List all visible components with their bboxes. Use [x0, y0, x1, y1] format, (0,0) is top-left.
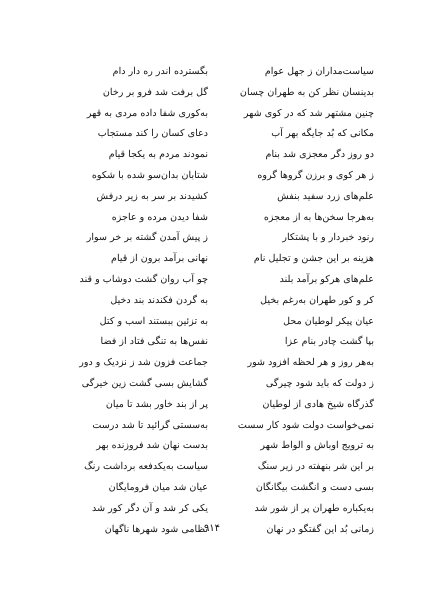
verse-line-right: ز هر کوی و برزن گروها گروه: [257, 169, 374, 181]
verse-line-right: زمانی بُد این گفتگو در نهان: [266, 523, 374, 535]
verse-line-left: سیاست به‌یکدفعه برداشت رنگ: [84, 461, 208, 473]
verse-line-right: بدینسان نظر کن به طهران چسان: [239, 86, 374, 98]
verse-line-right: به ترویج اوباش و الواط شهر: [260, 440, 374, 452]
verse-line-right: به‌هرجا سخن‌ها به از معجزه: [263, 211, 374, 223]
verse-line-right: بر این شر بنهفته در زیر سنگ: [257, 461, 374, 473]
verse-line-right: چنین مشتهر شد که در کوی شهر: [243, 107, 374, 119]
verse-line-left: گل برفت شد فرو بر رخان: [102, 86, 208, 98]
left-hemistich-column: [56, 62, 208, 540]
verse-line-left: ز پیش آمدن گشته بر خر سوار: [86, 232, 208, 244]
verse-line-left: شفا دیدن مرده و عاجزه: [111, 211, 208, 223]
verse-line-left: بدست نهان شد فروزنده بهر: [96, 440, 208, 452]
verse-line-left: پر از بند خاور بشد تا میان: [105, 398, 208, 410]
verse-line-left: عیان شد میان فرومایگان: [108, 481, 208, 493]
verse-line-left: چو آب روان گشت دوشاب و قند: [79, 273, 208, 285]
verse-line-left: به تزئین ببستند اسب و کتل: [99, 315, 208, 327]
verse-line-left: نظامی شود شهرها ناگهان: [104, 523, 208, 535]
verse-line-left: جماعت فزون شد ز نزدیک و دور: [79, 357, 208, 369]
verse-line-right: سیاست‌مداران ز جهل عوام: [264, 66, 374, 77]
verse-line-right: دو روز دگر معجزی شد بنام: [265, 149, 374, 161]
poem-couplets: [56, 62, 374, 540]
verse-line-left: به گردن فکندند بند دخیل: [110, 294, 208, 306]
verse-line-left: به‌کوری شفا داده مردی به قهر: [86, 107, 208, 119]
verse-line-left: کشیدند بر سر به زیر درفش: [96, 190, 208, 202]
verse-line-right: کر و کور طهران به‌رغم بخیل: [260, 294, 374, 306]
verse-line-right: هزینه بر این جشن و تجلیل نام: [253, 253, 374, 265]
verse-line-right: ز دولت که باید شود چیرگی: [265, 377, 374, 389]
verse-line-right: به‌هر روز و هر لحظه افزود شور: [247, 357, 374, 369]
verse-line-left: به‌سستی گرائید تا شد درست: [92, 419, 208, 431]
verse-line-right: بسی دست و انگشت بیگانگان: [255, 481, 374, 493]
verse-line-right: مکانی که بُد جایگه بهر آب: [271, 128, 374, 140]
verse-line-right: نمی‌خواست دولت شود کار سست: [237, 419, 374, 431]
verse-line-right: رنود خبردار و با پشتکار: [282, 232, 374, 244]
verse-line-right: گذرگاه شیخ هادی از لوطیان: [262, 398, 374, 410]
verse-line-right: بپا گشت چادر بنام عزا: [284, 336, 374, 348]
verse-line-left: نفس‌ها به تنگی فتاد از فضا: [100, 336, 208, 348]
verse-line-right: علم‌های هرکو برآمد بلند: [279, 273, 374, 285]
right-hemistich-column: [222, 62, 374, 540]
verse-line-left: نهانی برآمد برون از قیام: [111, 253, 208, 265]
verse-line-left: شتابان بدان‌سو شده با شکوه: [91, 169, 208, 181]
verse-line-right: به‌یکباره طهران پر از شور شد: [254, 502, 374, 514]
verse-line-left: گشایش بسی گشت زین خیرگی: [81, 377, 208, 389]
verse-line-right: علم‌های زرد سفید بنفش: [277, 190, 374, 202]
verse-line-left: دعای کسان را کند مستجاب: [97, 128, 208, 140]
verse-line-right: عیان پیکر لوطیان محل: [283, 315, 374, 327]
verse-line-left: نمودند مردم به یکجا قیام: [108, 149, 208, 161]
page-number: ۹۱۴: [203, 523, 221, 534]
verse-line-left: یکی کر شد و آن دگر کور شد: [92, 502, 208, 514]
verse-line-left: بگسترده اندر ره دار دام: [112, 66, 208, 77]
